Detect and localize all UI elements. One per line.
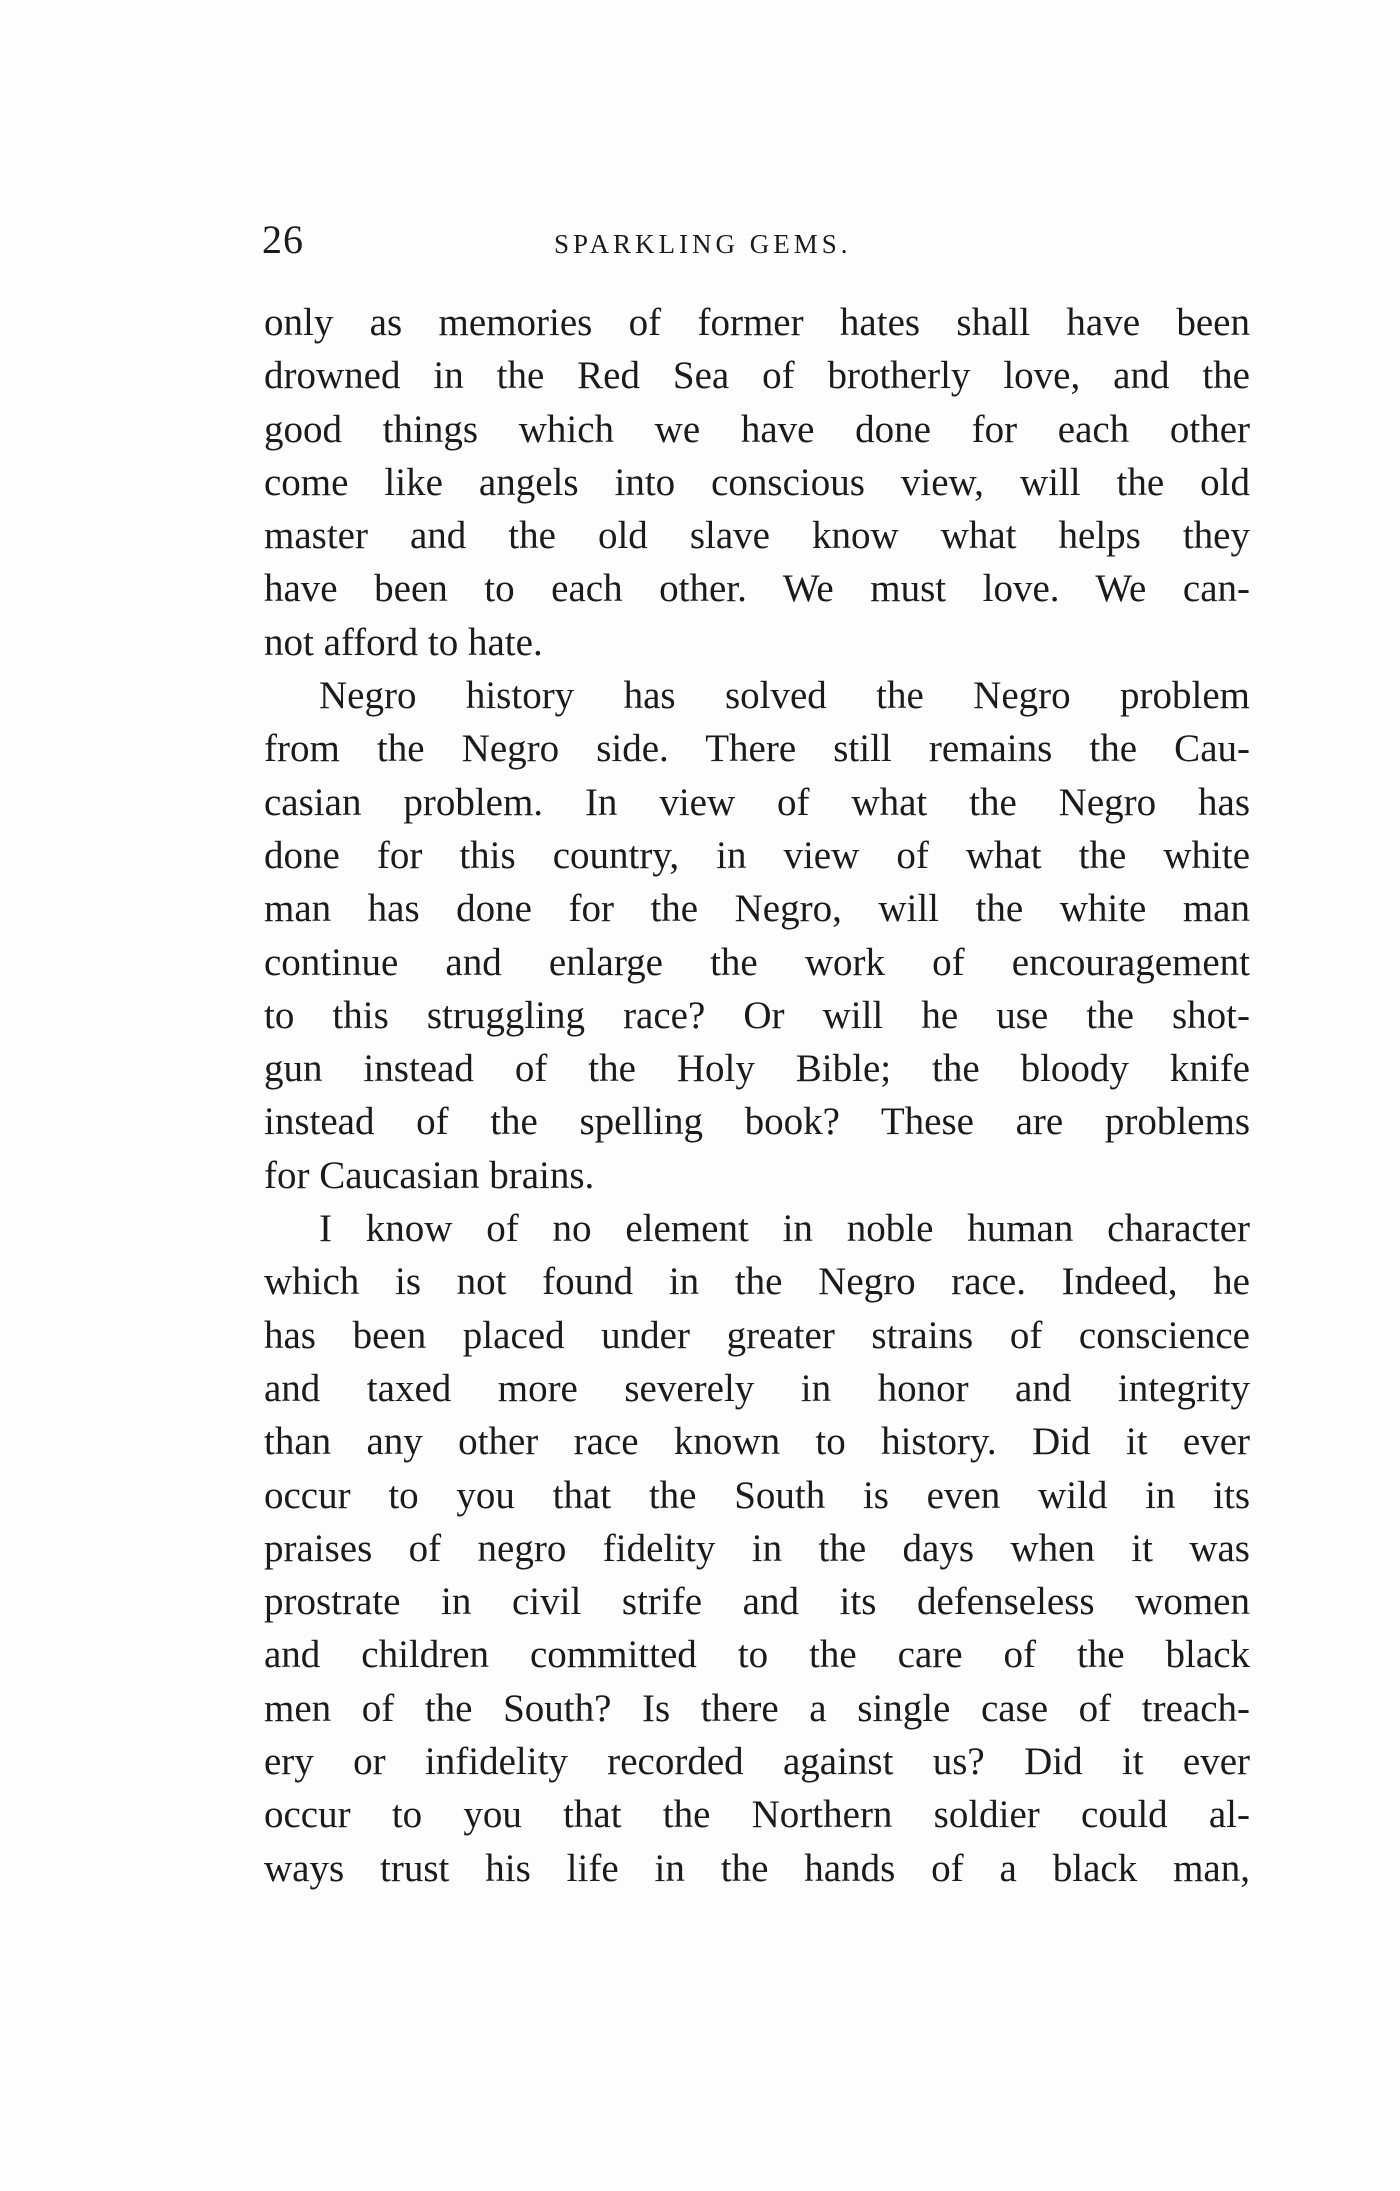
body-text: [264, 296, 1250, 1895]
text-line: man has done for the Negro, will the white man: [264, 887, 1250, 931]
text-line: which is not found in the Negro race. Indeed, he: [264, 1260, 1250, 1304]
paragraph-2: [264, 669, 1250, 1202]
paragraph-1: [264, 296, 1250, 669]
text-line: and children committed to the care of the black: [264, 1633, 1250, 1677]
text-line: has been placed under greater strains of conscience: [264, 1313, 1250, 1357]
text-line: Negro history has solved the Negro problem: [319, 674, 1250, 718]
text-line: gun instead of the Holy Bible; the bloody knife: [264, 1047, 1250, 1091]
text-line: come like angels into conscious view, will the old: [264, 460, 1250, 504]
text-line: master and the old slave know what helps they: [264, 514, 1250, 558]
text-line: from the Negro side. There still remains the Cau-: [264, 727, 1250, 771]
text-line: not afford to hate.: [264, 620, 543, 664]
text-line: drowned in the Red Sea of brotherly love, and the: [264, 354, 1250, 398]
running-head: SPARKLING GEMS.: [554, 229, 852, 259]
text-line: occur to you that the South is even wild in its: [264, 1473, 1250, 1517]
page-header: [262, 214, 1252, 266]
text-line: only as memories of former hates shall have been: [264, 301, 1250, 344]
text-line: occur to you that the Northern soldier could al-: [264, 1793, 1250, 1837]
page-number: 26: [262, 217, 304, 262]
text-line: casian problem. In view of what the Negro has: [264, 780, 1250, 824]
text-line: prostrate in civil strife and its defenseless women: [264, 1580, 1250, 1624]
text-line: than any other race known to history. Did it ever: [264, 1420, 1250, 1464]
text-line: men of the South? Is there a single case of treach-: [264, 1686, 1250, 1730]
text-line: to this struggling race? Or will he use the shot-: [264, 993, 1250, 1037]
text-line: ery or infidelity recorded against us? Did it ever: [264, 1740, 1250, 1784]
text-line: done for this country, in view of what the white: [264, 833, 1250, 877]
text-line: praises of negro fidelity in the days when it was: [264, 1526, 1250, 1570]
text-line: good things which we have done for each other: [264, 407, 1250, 451]
text-line: I know of no element in noble human character: [319, 1207, 1250, 1251]
text-line: and taxed more severely in honor and integrity: [264, 1366, 1250, 1410]
text-line: ways trust his life in the hands of a black man,: [264, 1846, 1250, 1890]
text-line: for Caucasian brains.: [264, 1153, 595, 1197]
paragraph-3: [264, 1202, 1250, 1895]
text-line: continue and enlarge the work of encouragement: [264, 940, 1250, 984]
text-line: instead of the spelling book? These are problems: [264, 1100, 1250, 1144]
text-line: have been to each other. We must love. We can-: [264, 567, 1250, 611]
